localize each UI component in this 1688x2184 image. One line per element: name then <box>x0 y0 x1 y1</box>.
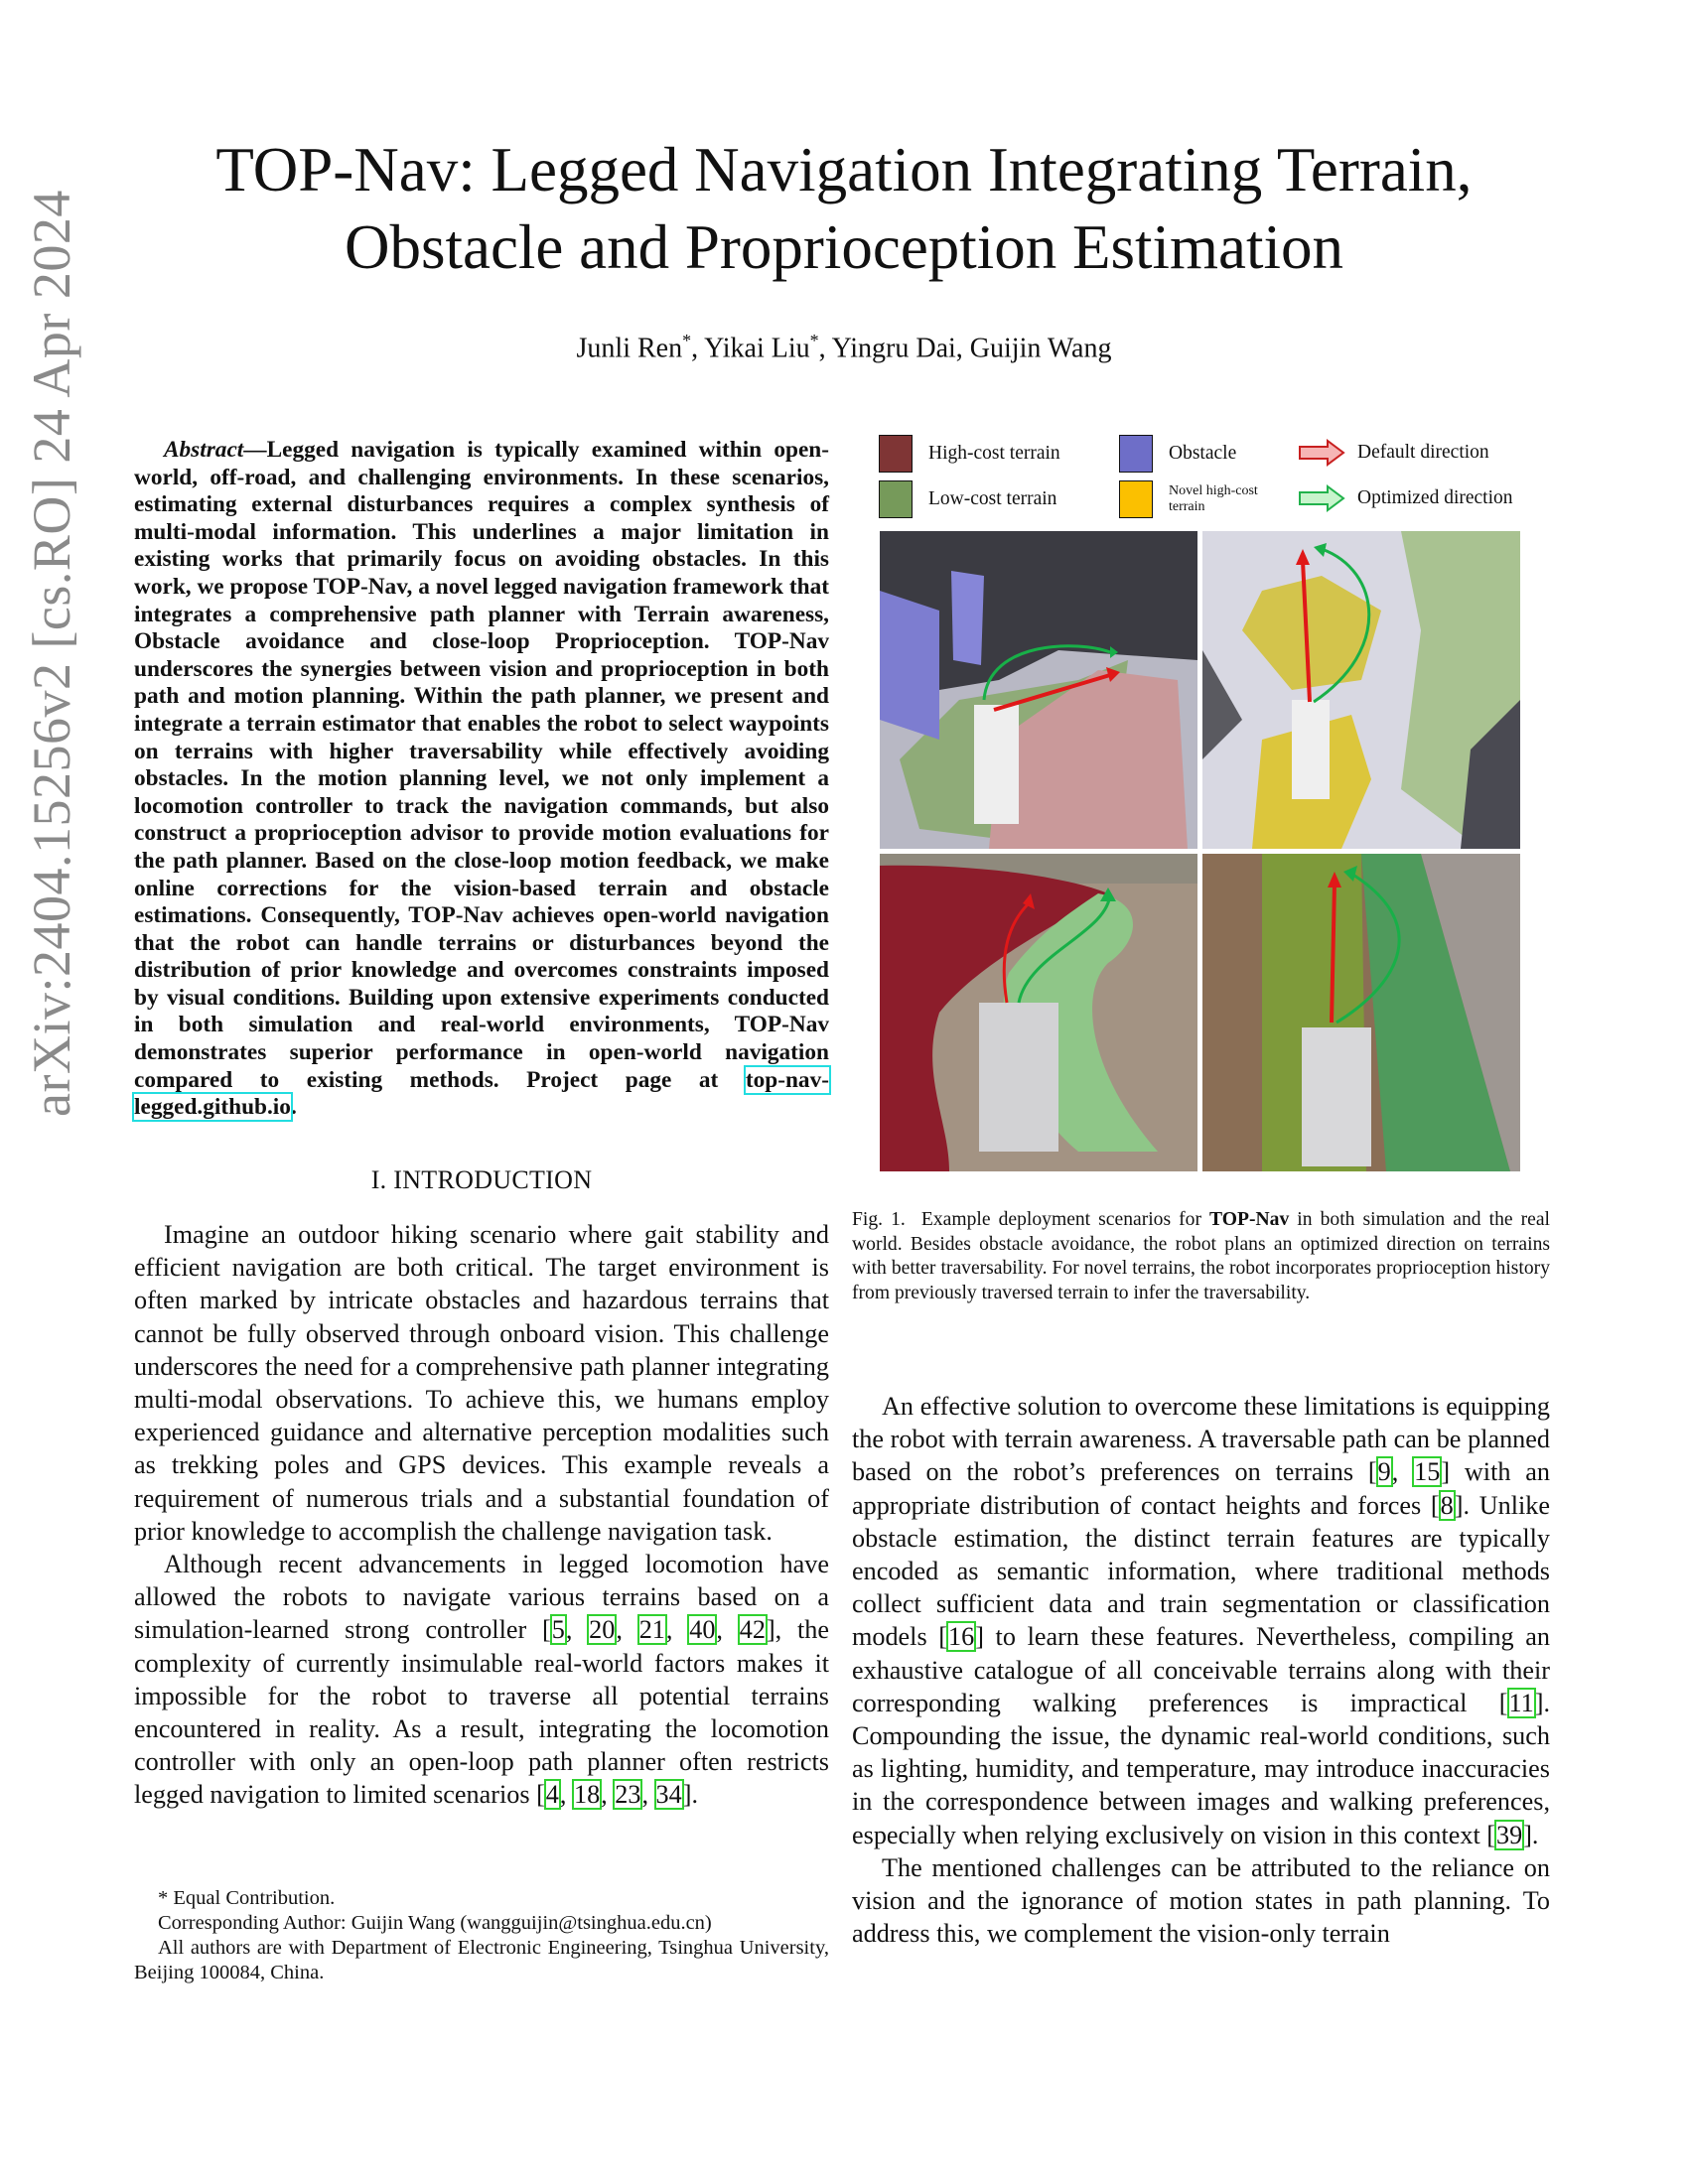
section-number: I. <box>370 1165 387 1194</box>
green-arrow-icon <box>1298 484 1345 512</box>
citation-link[interactable]: 18 <box>573 1780 601 1810</box>
legend-item <box>1298 484 1513 512</box>
abstract <box>134 437 829 1122</box>
title-line-2: Obstacle and Proprioception Estimation <box>344 212 1344 282</box>
legend-label: High-cost terrain <box>928 443 1060 464</box>
section-title: INTRODUCTION <box>393 1165 593 1194</box>
arxiv-stamp: arXiv:2404.15256v2 [cs.RO] 24 Apr 2024 <box>22 190 81 1117</box>
paragraph <box>852 1390 1550 1851</box>
real-panel-grass <box>1202 854 1520 1171</box>
legend-item <box>879 435 1060 473</box>
sim-panel-novel-terrain <box>1202 531 1520 849</box>
citation-link[interactable]: 39 <box>1496 1820 1523 1849</box>
caption-text: Example deployment scenarios for <box>920 1209 1210 1230</box>
legend-label: Obstacle <box>1169 443 1237 464</box>
simulation-scene-image <box>880 531 1197 849</box>
author-list: Junli Ren*, Yikai Liu*, Yingru Dai, Guijin Wang <box>576 331 1112 364</box>
citation-link[interactable]: 15 <box>1414 1457 1441 1487</box>
real-panel-path <box>880 854 1197 1171</box>
abstract-label: Abstract <box>164 437 244 463</box>
author: Guijin Wang <box>969 333 1112 364</box>
citation-link[interactable]: 40 <box>689 1615 716 1645</box>
real-world-photo <box>1202 854 1520 1171</box>
legend-label: Novel high-cost terrain <box>1169 483 1258 514</box>
citation-link[interactable]: 42 <box>739 1615 766 1645</box>
footnote-equal-contribution: * Equal Contribution. <box>158 1887 336 1909</box>
text: ]. <box>1523 1820 1539 1849</box>
paper-title <box>119 131 1569 286</box>
equal-contribution-mark: * <box>682 331 692 350</box>
footnotes <box>134 1886 829 1985</box>
footnote-affiliation: All authors are with Department of Electronic Engineering, Tsinghua University, Beijing 100084, China. <box>134 1937 829 1983</box>
paragraph: The mentioned challenges can be attributed to the reliance on vision and the ignorance of motion states in path planning. To address this, we complement the vision-only terrain <box>852 1852 1550 1949</box>
text: An effective solution to overcome these limitations is equipping the robot with terrain awareness. A traversable path can be planned based on the robot’s preferences on terrains [ <box>852 1392 1550 1487</box>
citation-link[interactable]: 5 <box>551 1615 565 1645</box>
author: Junli Ren <box>576 333 683 364</box>
legend-label: Low-cost terrain <box>928 488 1057 509</box>
citation-link[interactable]: 11 <box>1508 1688 1534 1717</box>
low-cost-swatch-icon <box>879 480 913 518</box>
section-heading <box>134 1165 829 1195</box>
real-world-photo <box>880 854 1197 1171</box>
citation-link[interactable]: 23 <box>615 1780 641 1810</box>
text: , <box>1391 1457 1414 1487</box>
citation-link[interactable]: 21 <box>638 1615 665 1645</box>
simulation-scene-image <box>1202 531 1520 849</box>
legend-item <box>1119 480 1278 518</box>
sim-panel-obstacle <box>880 531 1197 849</box>
obstacle-swatch-icon <box>1119 435 1153 473</box>
legend-label: Optimized direction <box>1357 487 1513 508</box>
author: Yingru Dai <box>831 333 956 364</box>
legend-item <box>1119 435 1236 473</box>
figure-caption <box>852 1208 1550 1305</box>
red-arrow-icon <box>1298 439 1345 467</box>
footnote-corresponding-author: Corresponding Author: Guijin Wang (wangguijin@tsinghua.edu.cn) <box>158 1912 712 1934</box>
text: ]. Unlike obstacle estimation, the distinct terrain features are typically encoded as semantic information, where traditional methods collect sufficient data and train segmentation or classification models [ <box>852 1490 1550 1652</box>
citation-link[interactable]: 4 <box>545 1780 559 1810</box>
text: ], the complexity of currently insimulable real-world factors makes it impossible for the robot to traverse all potential terrains encountered in reality. As a result, integrating the locomotion controller with only an open-loop path planner often restricts legged navigation to limited scenarios [ <box>134 1615 829 1810</box>
citation-link[interactable]: 34 <box>655 1780 682 1810</box>
paragraph: Imagine an outdoor hiking scenario where gait stability and efficient navigation are both critical. The target environment is often marked by intricate obstacles and hazardous terrains that cannot be fully observed through onboard vision. This challenge underscores the need for a comprehensive path planner integrating multi-modal observations. To achieve this, we humans employ experienced guidance and alternative perception modalities such as trekking poles and GPS devices. This example reveals a requirement of numerous trials and a substantial foundation of prior knowledge to accomplish the challenge navigation task. <box>134 1220 829 1546</box>
citation-link[interactable]: 8 <box>1440 1490 1454 1520</box>
figure-legend <box>879 435 1534 524</box>
high-cost-swatch-icon <box>879 435 913 473</box>
title-line-1: TOP-Nav: Legged Navigation Integrating Terrain, <box>215 135 1473 205</box>
text: ]. Compounding the issue, the dynamic real-world conditions, such as lighting, humidity, and temperature, may introduce inaccuracies in the correspondence between images and walking preferences, especially when relying exclusively on vision in this context [ <box>852 1688 1550 1849</box>
citation-link[interactable]: 9 <box>1377 1457 1391 1487</box>
figure-number: Fig. 1. <box>852 1209 906 1230</box>
text: Although recent advancements in legged locomotion have allowed the robots to navigate various terrains based on a simulation-learned strong controller [ <box>134 1550 829 1645</box>
caption-text: in both simulation and the real world. Besides obstacle avoidance, the robot plans an optimized direction on terrains with better traversability. For novel terrains, the robot incorporates proprioception history from previously traversed terrain to infer the traversability. <box>852 1209 1550 1303</box>
legend-item <box>879 480 1056 518</box>
abstract-end: . <box>290 1094 297 1121</box>
citation-link[interactable]: 16 <box>948 1622 975 1652</box>
paragraph: Although recent advancements in legged locomotion have allowed the robots to navigate various terrains based on a simulation-learned strong controller [5, 20, 21, 40, 42], the complexity of currently insimulable real-world factors makes it impossible for the robot to traverse all potential terrains encountered in reality. As a result, integrating the locomotion controller with only an open-loop path planner often restricts legged navigation to limited scenarios [4, 18, 23, 34]. <box>134 1550 829 1810</box>
legend-label: Default direction <box>1357 442 1489 463</box>
text: ] to learn these features. Nevertheless, compiling an exhaustive catalogue of all conceivable terrains along with their corresponding walking preferences is impractical [ <box>852 1622 1551 1717</box>
novel-terrain-swatch-icon <box>1119 480 1153 518</box>
text: ] with an appropriate distribution of contact heights and forces [ <box>852 1457 1551 1520</box>
citation-link[interactable]: 20 <box>589 1615 616 1645</box>
legend-item <box>1298 439 1489 467</box>
introduction-body <box>134 1218 829 1812</box>
abstract-text: —Legged navigation is typically examined within open-world, off-road, and challenging environments. In these scenarios, estimating external disturbances requires a complex synthesis of multi-modal information. This underlines a major limitation in existing works that primarily focus on avoiding obstacles. In this work, we propose TOP-Nav, a novel legged navigation framework that integrates a comprehensive path planner with Terrain awareness, Obstacle avoidance and close-loop Proprioception. TOP-Nav underscores the synergies between vision and proprioception in both path and motion planning. Within the path planner, we present and integrate a terrain estimator that enables the robot to select waypoints on terrains with higher traversability while effectively avoiding obstacles. In the motion planning level, we not only implement a locomotion controller to track the navigation commands, but also construct a proprioception advisor to provide motion evaluations for the path planner. Based on the close-loop motion feedback, we make online corrections for the vision-based terrain and obstacle estimations. Consequently, TOP-Nav achieves open-world navigation that the robot can handle terrains or disturbances beyond the distribution of prior knowledge and overcomes constraints imposed by visual conditions. Building upon extensive experiments conducted in both simulation and real-world environments, TOP-Nav demonstrates superior performance in open-world navigation compared to existing methods. Project page at <box>134 437 829 1093</box>
equal-contribution-mark: * <box>809 331 819 350</box>
author: Yikai Liu <box>704 333 810 364</box>
caption-bold: TOP-Nav <box>1209 1209 1290 1230</box>
text: ]. <box>682 1780 699 1810</box>
project-page-link[interactable]: top-nav-legged.github.io <box>134 1066 829 1121</box>
right-column-body <box>852 1390 1550 1950</box>
